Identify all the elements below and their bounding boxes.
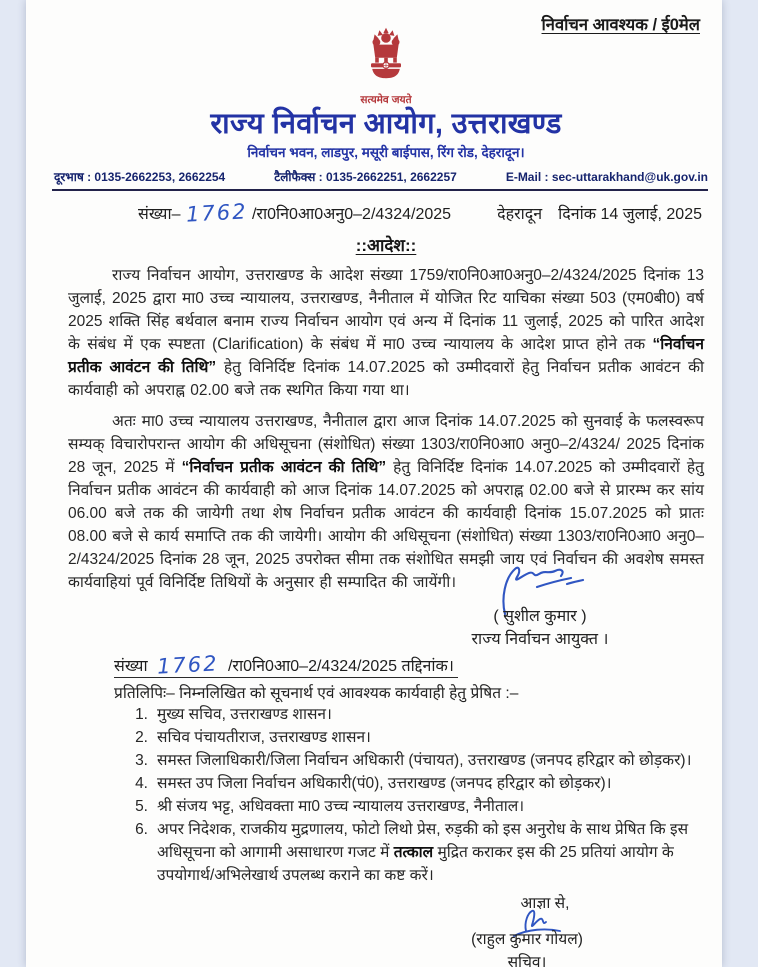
- letterhead-divider: [52, 189, 708, 191]
- delivery-mode-tag: निर्वाचन आवश्यक / ई0मेल: [541, 16, 700, 34]
- item-text: श्री संजय भट्ट, अधिवक्ता मा0 उच्च न्यायालय उत्तराखण्ड, नैनीताल।: [157, 797, 525, 815]
- item-text: मुख्य सचिव, उत्तराखण्ड शासन।: [157, 705, 332, 723]
- highlighted-word: तत्काल: [393, 843, 434, 861]
- item-number: 6.: [135, 820, 148, 838]
- item-text: समस्त उप जिला निर्वाचन अधिकारी(पं0), उत्तराखण्ड (जनपद हरिद्वार को छोड़कर)।: [157, 774, 612, 792]
- list-item: [68, 772, 704, 795]
- paragraph-text: हेतु विनिर्दिष्ट दिनांक 14.07.2025 को उम्मीदवारों हेतु निर्वाचन प्रतीक आवंटन की कार्यवाही को अपराह्न 02.00 बजे तक स्थगित किया गया था।: [68, 358, 705, 399]
- highlighted-phrase: “निर्वाचन प्रतीक आवंटन की तिथि”: [68, 335, 704, 376]
- item-text-part: अपर निदेशक, राजकीय मुद्रणालय, फोटो लिथो प्रेस, रुड़की को इस अनुरोध के साथ प्रेषित कि इस अधिसूचना को आगामी असाधारण गजट में: [157, 820, 689, 861]
- commissioner-signature-block: [420, 564, 660, 649]
- issue-place: देहरादून: [497, 205, 543, 223]
- copy-reference-series: /रा0नि0आ0–2/4324/2025 तद्दिनांक।: [227, 657, 454, 675]
- item-number: 3.: [135, 751, 148, 769]
- item-number: 4.: [135, 774, 148, 792]
- secretary-signature-block: [402, 891, 652, 967]
- highlighted-phrase: “निर्वाचन प्रतीक आवंटन की तिथि”: [181, 458, 387, 476]
- phone-numbers: दूरभाष : 0135-2662253, 2662254: [54, 169, 226, 184]
- copy-distribution-note: प्रतिलिपिः– निम्नलिखित को सूचनार्थ एवं आवश्यक कार्यवाही हेतु प्रेषित :–: [114, 684, 519, 702]
- item-text: सचिव पंचायतीराज, उत्तराखण्ड शासन।: [157, 728, 371, 746]
- organization-address: निर्वाचन भवन, लाडपुर, मसूरी बाईपास, रिंग रोड, देहरादून।: [247, 144, 525, 160]
- email-address: E-Mail : sec-uttarakhand@uk.gov.in: [505, 169, 708, 184]
- issue-date: दिनांक 14 जुलाई, 2025: [558, 205, 702, 223]
- contact-row: [54, 168, 708, 185]
- item-number: 5.: [135, 797, 148, 815]
- ashoka-lion-capital-icon: [356, 27, 416, 91]
- secretary-name: (राहुल कुमार गोयल): [471, 930, 583, 948]
- reference-line: [68, 199, 704, 227]
- item-number: 1.: [135, 705, 148, 723]
- item-text: समस्त जिलाधिकारी/जिला निर्वाचन अधिकारी (पंचायत), उत्तराखण्ड (जनपद हरिद्वार को छोड़कर)।: [157, 751, 692, 769]
- by-order-text: आज्ञा से,: [520, 894, 570, 912]
- item-text-part: मुद्रित कराकर इस की 25 प्रतियां आयोग के उपयोगार्थ/अभिलेखार्थ उपलब्ध कराने का कष्ट करें।: [157, 843, 674, 884]
- handwritten-dispatch-number: 1762: [184, 199, 248, 227]
- national-emblem: [68, 27, 704, 106]
- body-paragraph-1: [68, 264, 704, 402]
- list-item: [68, 795, 704, 818]
- document-page: [26, 0, 722, 967]
- paragraph-text: राज्य निर्वाचन आयोग, उत्तराखण्ड के आदेश संख्या 1759/रा0नि0आ0अनु0–2/4324/2025 दिनांक 13 जुलाई, 2025 द्वारा मा0 उच्च न्यायालय, उत्तराखण्ड, नैनीताल में योजित रिट याचिका संख्या 503 (एम0बी0) वर्ष 2025 शक्ति सिंह बर्थवाल बनाम राज्य निर्वाचन आयोग एवं अन्य में दिनांक 11 जुलाई, 2025 को पारित आदेश के संबंध में एक स्पष्टता (Clarification) के संबंध में मा0 उच्च न्यायालय के आदेश प्राप्त होने तक: [68, 266, 704, 353]
- fax-numbers: टैलीफैक्स : 0135-2662251, 2662257: [274, 169, 457, 184]
- copy-reference-prefix: संख्या: [114, 657, 148, 675]
- emblem-motto: सत्यमेव जयते: [360, 94, 412, 106]
- organization-name: राज्य निर्वाचन आयोग, उत्तराखण्ड: [210, 107, 562, 140]
- item-text: [157, 818, 704, 887]
- order-heading: ::आदेश::: [355, 235, 417, 255]
- signatory-title: राज्य निर्वाचन आयुक्त ।: [471, 630, 609, 648]
- reference-prefix: संख्या–: [138, 205, 181, 223]
- list-item: [68, 703, 704, 726]
- paragraph-text: अतः मा0 उच्च न्यायालय उत्तराखण्ड, नैनीताल द्वारा आज दिनांक 14.07.2025 को सुनवाई के फलस्वरूप सम्यक् विचारोपरान्त आयोग की अधिसूचना (संशोधित) संख्या 1303/रा0नि0आ0 अनु0–2/4324/ 2025 दिनांक 28 जून, 2025 में: [68, 412, 704, 476]
- handwritten-dispatch-number: 1762: [156, 651, 220, 679]
- list-item: [68, 749, 704, 772]
- paragraph-text: हेतु विनिर्दिष्ट दिनांक 14.07.2025 को उम्मीदवारों हेतु निर्वाचन प्रतीक आवंटन की कार्यवाही को आज दिनांक 14.07.2025 को अपराह्न 02.00 बजे से प्रारम्भ कर सांय 06.00 बजे तक की जायेगी तथा शेष निर्वाचन प्रतीक आवंटन की कार्यवाही दिनांक 15.07.2025 को प्रातः 08.00 बजे से कार्य समाप्ति तक की जायेगी। आयोग की अधिसूचना (संशोधित) संख्या 1303/रा0नि0आ0 अनु0–2/4324/2025 दिनांक 28 जून, 2025 उपरोक्त सीमा तक संशोधित समझी जाय एवं निर्वाचन की अवशेष समस्त कार्यवाहियां पूर्व विनिर्दिष्ट तिथियों के अनुसार ही सम्पादित की जायेंगी।: [68, 458, 704, 591]
- item-number: 2.: [135, 728, 148, 746]
- recipient-list: [68, 703, 704, 887]
- list-item: [68, 726, 704, 749]
- signatory-name: ( सुशील कुमार ): [493, 607, 587, 625]
- reference-series: /रा0नि0आ0अनु0–2/4324/2025: [251, 205, 452, 223]
- secretary-title: सचिव।: [507, 953, 547, 967]
- copy-reference-line: [114, 652, 458, 678]
- list-item: [68, 818, 704, 887]
